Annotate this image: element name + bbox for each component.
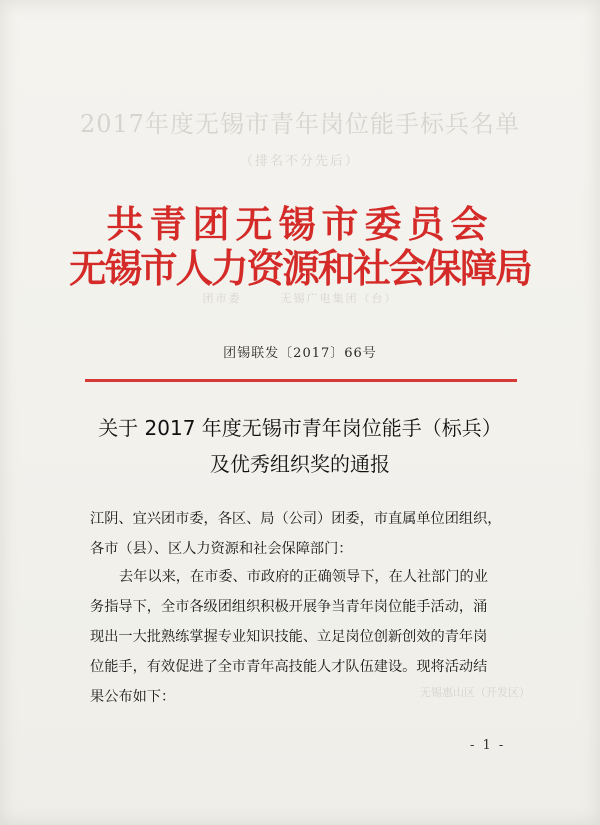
- paragraph-line: 务指导下，全市各级团组织积极开展争当青年岗位能手活动，涌: [90, 599, 488, 615]
- page-number: - 1 -: [470, 738, 506, 753]
- show-through-middle: 团市委 无锡广电集团（台）: [202, 292, 398, 305]
- paragraph-line: 现出一大批熟练掌握专业知识技能、立足岗位创新创效的青年岗: [90, 629, 488, 645]
- document-number: 团锡联发〔2017〕66号: [223, 346, 377, 361]
- paragraph-line: 位能手，有效促进了全市青年高技能人才队伍建设。现将活动结: [90, 659, 488, 675]
- show-through-title: 2017年度无锡市青年岗位能手标兵名单: [79, 110, 521, 138]
- document-title-line-1: 关于 2017 年度无锡市青年岗位能手（标兵）: [98, 416, 502, 440]
- salutation-line: 江阴、宜兴团市委，各区、局（公司）团委，市直属单位团组织，: [90, 511, 502, 527]
- salutation-line: 各市（县）、区人力资源和社会保障部门：: [90, 541, 353, 557]
- red-divider: [85, 379, 517, 382]
- paragraph-line: 去年以来，在市委、市政府的正确领导下，在人社部门的业: [119, 569, 488, 585]
- paragraph-line: 果公布如下：: [90, 689, 176, 705]
- issuer-league: 共青团无锡市委员会: [106, 203, 494, 246]
- salutation: [90, 504, 520, 564]
- document-title-line-2: 及优秀组织奖的通报: [210, 452, 390, 476]
- show-through-lower: 无锡惠山区（开发区）: [420, 686, 530, 699]
- show-through-subtitle: （排名不分先后）: [239, 154, 360, 169]
- body-paragraph: [90, 562, 520, 712]
- issuer-hr-bureau: 无锡市人力资源和社会保障局: [69, 247, 531, 292]
